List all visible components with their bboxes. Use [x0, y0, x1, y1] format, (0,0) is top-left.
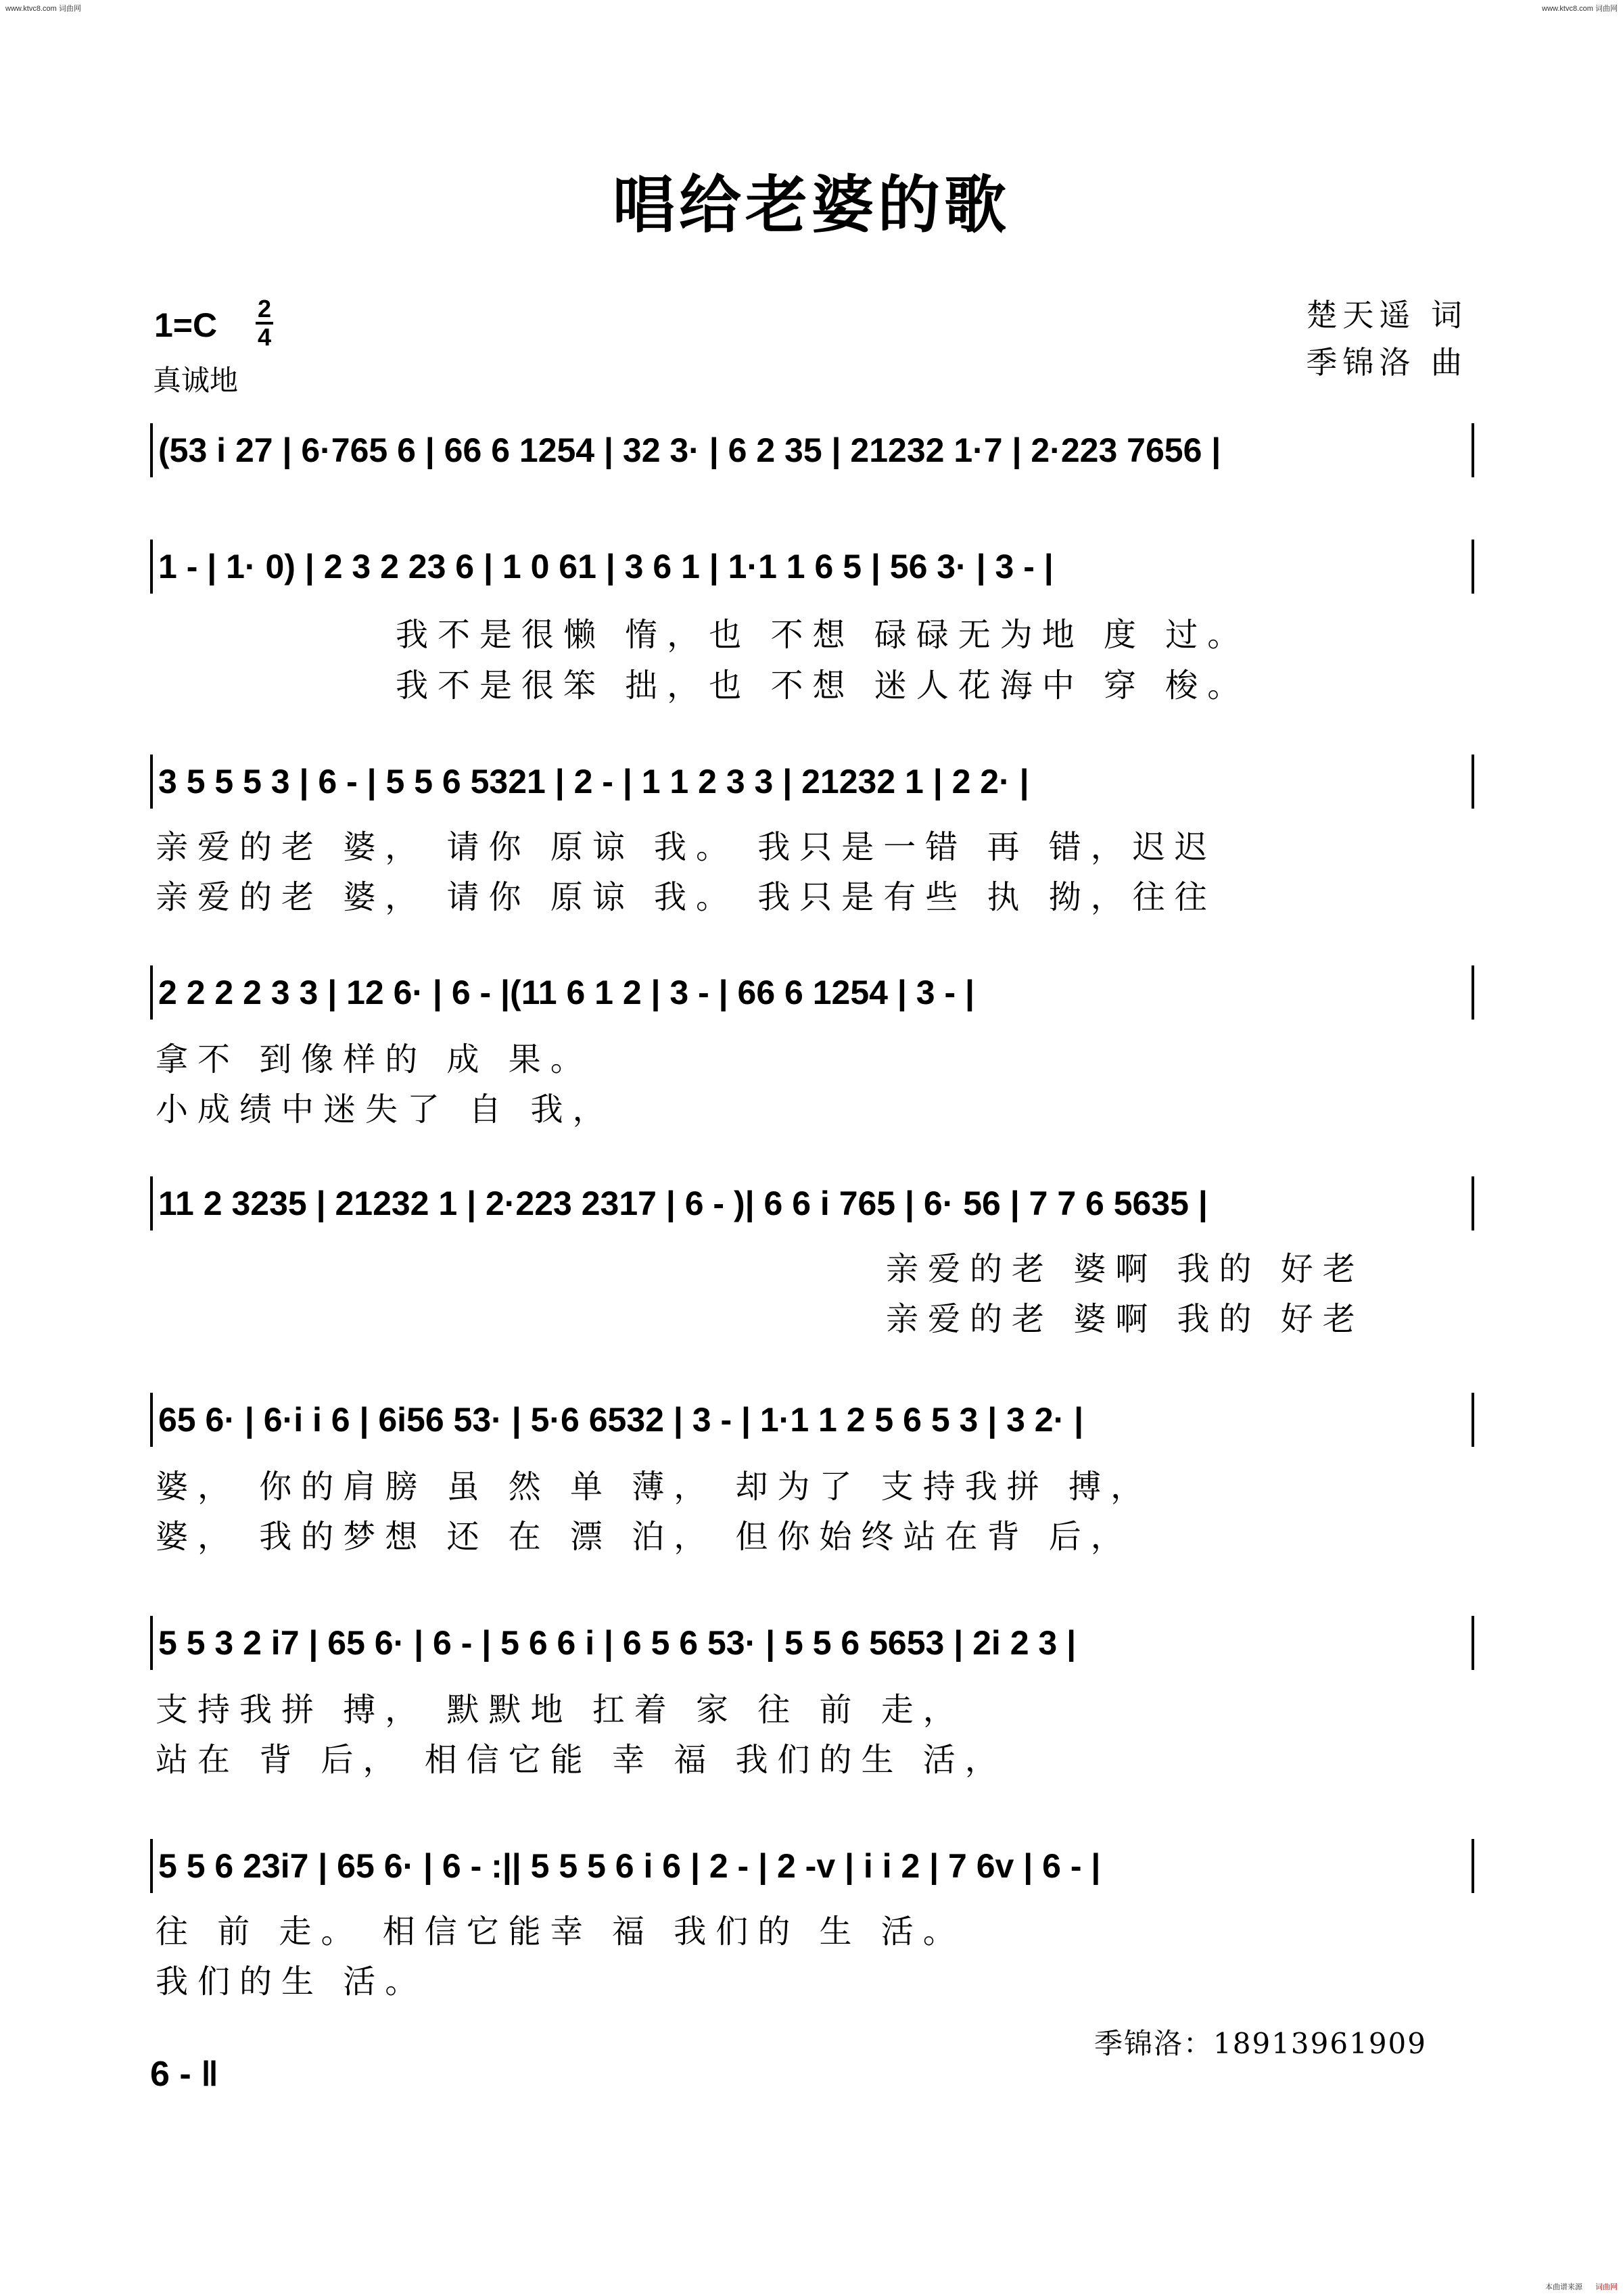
watermark-top-right: www.ktvc8.com 词曲网 — [1542, 5, 1618, 13]
lyric-line-6-verse-2: 婆， 我的梦想 还 在 漂 泊， 但你始终站在背 后， — [156, 1518, 1133, 1556]
time-signature-bottom: 4 — [257, 323, 272, 351]
notation-line-5: 11 2 3235 | 21232 1 | 2·223 2317 | 6 - )| 6 6 i 765 | 6· 56 | 7 7 6 5635 | — [150, 1176, 1474, 1230]
lyric-line-7-verse-1: 支持我拼 搏， 默默地 扛着 家 往 前 走， — [156, 1691, 965, 1729]
time-signature-top: 2 — [257, 295, 272, 322]
lyric-line-7-verse-2: 站在 背 后， 相信它能 幸 福 我们的生 活， — [156, 1741, 1007, 1779]
watermark-top-left: www.ktvc8.com 词曲网 — [5, 5, 81, 13]
notation-line-6: 65 6· | 6·i i 6 | 6i56 53· | 5·6 6532 | 3 - | 1·1 1 2 5 6 5 3 | 3 2· | — [150, 1393, 1474, 1447]
lyric-line-2-verse-2: 我不是很笨 拙，也 不想 迷人花海中 穿 梭。 — [396, 667, 1250, 704]
lyric-line-4-verse-1: 拿不 到像样的 成 果。 — [156, 1041, 592, 1078]
lyric-line-2-verse-1: 我不是很懒 惰，也 不想 碌碌无为地 度 过。 — [396, 616, 1250, 654]
lyric-line-6-verse-1: 婆， 你的肩膀 虽 然 单 薄， 却为了 支持我拼 搏， — [156, 1468, 1153, 1506]
notation-line-7: 5 5 3 2 i7 | 65 6· | 6 - | 5 6 6 i | 6 5 6 53· | 5 5 6 5653 | 2i 2 3 | — [150, 1616, 1474, 1670]
footer-mark-source: 本曲谱来源 — [1545, 2283, 1582, 2291]
final-measure: 6 - ‖ — [150, 2055, 219, 2094]
notation-line-1: (53 i 27 | 6·765 6 | 66 6 1254 | 32 3· | 6 2 35 | 21232 1·7 | 2·223 7656 | — [150, 423, 1474, 477]
lyric-line-8-verse-2: 我们的生 活。 — [156, 1963, 427, 2001]
notation-line-8: 5 5 6 23i7 | 65 6· | 6 - :|| 5 5 5 6 i 6 | 2 - | 2 -v | i i 2 | 7 6v | 6 - | — [150, 1839, 1474, 1893]
lyric-line-5-verse-2: 亲爱的老 婆啊 我的 好老 — [886, 1300, 1365, 1338]
contact-info: 季锦洛：18913961909 — [1094, 2027, 1427, 2060]
time-signature — [256, 297, 273, 349]
notation-line-2: 1 - | 1· 0) | 2 3 2 23 6 | 1 0 61 | 3 6 1 | 1·1 1 6 5 | 56 3· | 3 - | — [150, 540, 1474, 594]
lyric-line-8-verse-1: 往 前 走。 相信它能幸 福 我们的 生 活。 — [156, 1913, 965, 1951]
lyric-line-3-verse-1: 亲爱的老 婆， 请你 原谅 我。 我只是一错 再 错，迟迟 — [156, 828, 1217, 866]
song-title: 唱给老婆的歌 — [612, 168, 1010, 241]
tempo-marking: 真诚地 — [153, 364, 239, 397]
footer-mark-site: 词曲网 — [1595, 2283, 1618, 2291]
notation-line-3: 3 5 5 5 3 | 6 - | 5 5 6 5321 | 2 - | 1 1 2 3 3 | 21232 1 | 2 2· | — [150, 755, 1474, 809]
lyricist-credit: 楚天遥 词 — [1306, 297, 1467, 333]
lyric-line-3-verse-2: 亲爱的老 婆， 请你 原谅 我。 我只是有些 执 拗，往往 — [156, 878, 1217, 916]
composer-credit: 季锦洛 曲 — [1306, 344, 1467, 381]
lyric-line-5-verse-1: 亲爱的老 婆啊 我的 好老 — [886, 1250, 1365, 1288]
lyric-line-4-verse-2: 小成绩中迷失了 自 我， — [156, 1091, 615, 1128]
notation-line-4: 2 2 2 2 3 3 | 12 6· | 6 - |(11 6 1 2 | 3 - | 66 6 1254 | 3 - | — [150, 965, 1474, 1020]
key-signature: 1=C — [154, 306, 218, 344]
